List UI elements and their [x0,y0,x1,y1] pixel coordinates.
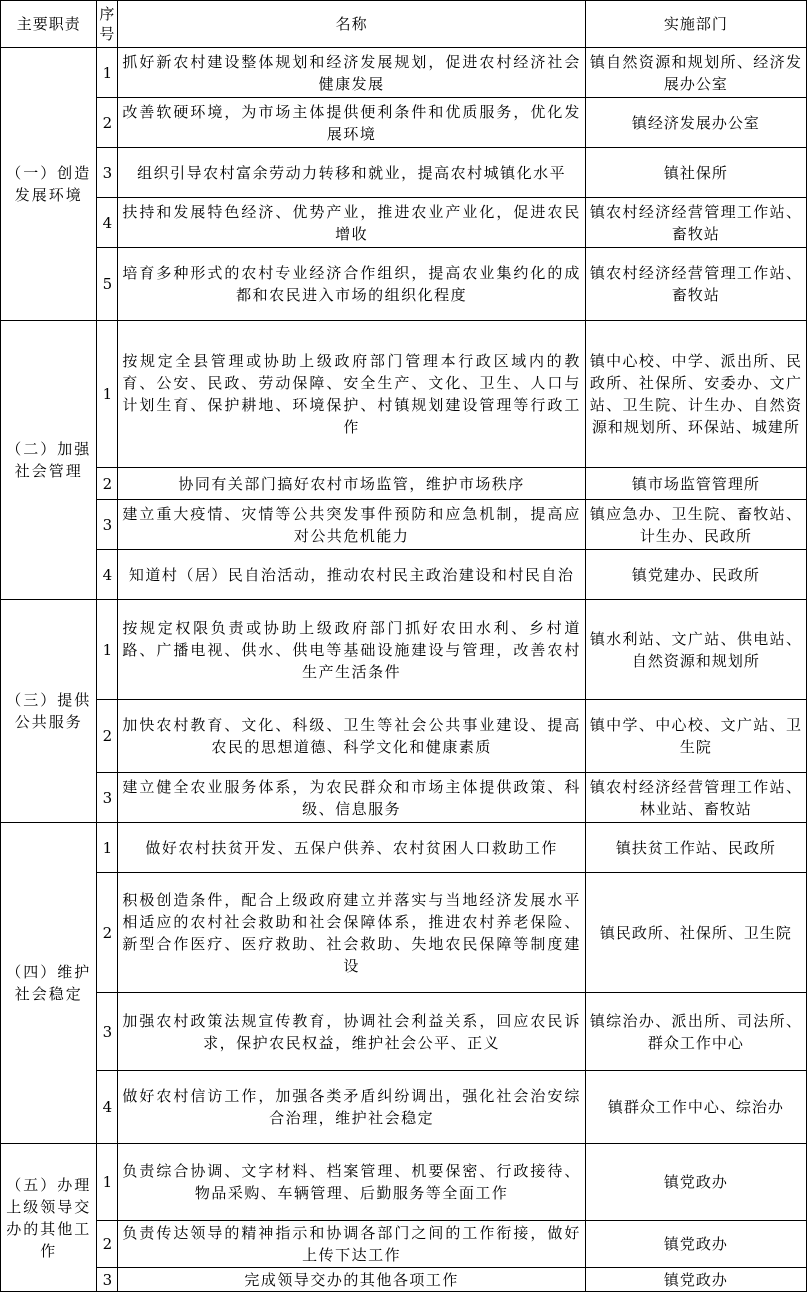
name-cell: 做好农村信访工作，加强各类矛盾纠纷调出，强化社会治安综合治理，维护社会稳定 [118,1071,585,1144]
table-row [1,148,807,198]
no-cell: 1 [97,48,118,98]
no-cell: 4 [97,198,118,248]
dept-cell: 镇民政所、社保所、卫生院 [585,873,806,993]
no-cell: 1 [97,823,118,873]
no-cell: 3 [97,1268,118,1292]
duty-cell: （一）创造发展环境 [1,48,97,321]
dept-cell: 镇自然资源和规划所、经济发展办公室 [585,48,806,98]
dept-cell: 镇农村经济经营管理工作站、畜牧站 [585,198,806,248]
name-cell: 负责传达领导的精神指示和协调各部门之间的工作衔接，做好上传下达工作 [118,1221,585,1268]
table-row [1,700,807,773]
no-cell: 2 [97,468,118,500]
duty-cell: （二）加强社会管理 [1,321,97,600]
table-row [1,1221,807,1268]
header-name: 名称 [118,1,585,48]
name-cell: 建立重大疫情、灾情等公共突发事件预防和应急机制，提高应对公共危机能力 [118,500,585,550]
dept-cell: 镇应急办、卫生院、畜牧站、计生办、民政所 [585,500,806,550]
name-cell: 完成领导交办的其他各项工作 [118,1268,585,1292]
dept-cell: 镇中学、中心校、文广站、卫生院 [585,700,806,773]
table-row [1,468,807,500]
header-no: 序 号 [97,1,118,48]
name-cell: 积极创造条件，配合上级政府建立并落实与当地经济发展水平相适应的农村社会救助和社会保障体系，推进农村养老保险、新型合作医疗、医疗救助、社会救助、失地农民保障等制度建设 [118,873,585,993]
no-cell: 4 [97,1071,118,1144]
dept-cell: 镇综治办、派出所、司法所、群众工作中心 [585,993,806,1071]
no-cell: 3 [97,500,118,550]
dept-cell: 镇经济发展办公室 [585,98,806,148]
dept-cell: 镇社保所 [585,148,806,198]
table-row [1,600,807,700]
table-row [1,48,807,98]
name-cell: 组织引导农村富余劳动力转移和就业，提高农村城镇化水平 [118,148,585,198]
table-row [1,550,807,600]
no-cell: 3 [97,773,118,823]
dept-cell: 镇群众工作中心、综治办 [585,1071,806,1144]
name-cell: 按规定权限负责或协助上级政府部门抓好农田水利、乡村道路、广播电视、供水、供电等基础设施建设与管理，改善农村生产生活条件 [118,600,585,700]
dept-cell: 镇水利站、文广站、供电站、自然资源和规划所 [585,600,806,700]
table-row [1,1144,807,1221]
dept-cell: 镇扶贫工作站、民政所 [585,823,806,873]
table-row [1,500,807,550]
table-row [1,321,807,468]
no-cell: 4 [97,550,118,600]
duty-cell: （四）维护社会稳定 [1,823,97,1144]
name-cell: 按规定全县管理或协助上级政府部门管理本行政区域内的教育、公安、民政、劳动保障、安全生产、文化、卫生、人口与计划生育、保护耕地、环境保护、村镇规划建设管理等行政工作 [118,321,585,468]
header-row [1,1,807,48]
no-cell: 3 [97,993,118,1071]
table-row [1,773,807,823]
name-cell: 培育多种形式的农村专业经济合作组织，提高农业集约化的成都和农民进入市场的组织化程度 [118,248,585,321]
name-cell: 做好农村扶贫开发、五保户供养、农村贫困人口救助工作 [118,823,585,873]
table-row [1,248,807,321]
table-row [1,1071,807,1144]
name-cell: 改善软硬环境，为市场主体提供便利条件和优质服务，优化发展环境 [118,98,585,148]
header-dept: 实施部门 [585,1,806,48]
dept-cell: 镇农村经济经营管理工作站、畜牧站 [585,248,806,321]
table-row [1,98,807,148]
no-cell: 1 [97,321,118,468]
no-cell: 3 [97,148,118,198]
dept-cell: 镇市场监管管理所 [585,468,806,500]
dept-cell: 镇党建办、民政所 [585,550,806,600]
name-cell: 加快农村教育、文化、科级、卫生等社会公共事业建设、提高农民的思想道德、科学文化和健康素质 [118,700,585,773]
no-cell: 2 [97,1221,118,1268]
no-cell: 1 [97,600,118,700]
no-cell: 1 [97,1144,118,1221]
table-row [1,823,807,873]
name-cell: 抓好新农村建设整体规划和经济发展规划，促进农村经济社会健康发展 [118,48,585,98]
no-cell: 5 [97,248,118,321]
no-cell: 2 [97,700,118,773]
dept-cell: 镇农村经济经营管理工作站、林业站、畜牧站 [585,773,806,823]
table-row [1,993,807,1071]
dept-cell: 镇党政办 [585,1268,806,1292]
name-cell: 扶持和发展特色经济、优势产业，推进农业产业化，促进农民增收 [118,198,585,248]
table-row [1,873,807,993]
name-cell: 建立健全农业服务体系，为农民群众和市场主体提供政策、科级、信息服务 [118,773,585,823]
name-cell: 知道村（居）民自治活动，推动农村民主政治建设和村民自治 [118,550,585,600]
no-cell: 2 [97,873,118,993]
dept-cell: 镇党政办 [585,1221,806,1268]
dept-cell: 镇党政办 [585,1144,806,1221]
table-body [1,48,807,1292]
name-cell: 负责综合协调、文字材料、档案管理、机要保密、行政接待、物品采购、车辆管理、后勤服务等全面工作 [118,1144,585,1221]
table-row [1,1268,807,1292]
duty-cell: （三）提供公共服务 [1,600,97,823]
no-cell: 2 [97,98,118,148]
name-cell: 协同有关部门搞好农村市场监管，维护市场秩序 [118,468,585,500]
dept-cell: 镇中心校、中学、派出所、民政所、社保所、安委办、文广站、卫生院、计生办、自然资源和规划所、环保站、城建所 [585,321,806,468]
table-row [1,198,807,248]
header-duty: 主要职责 [1,1,97,48]
name-cell: 加强农村政策法规宣传教育，协调社会利益关系，回应农民诉求，保护农民权益，维护社会公平、正义 [118,993,585,1071]
duty-cell: （五）办理上级领导交办的其他工作 [1,1144,97,1292]
